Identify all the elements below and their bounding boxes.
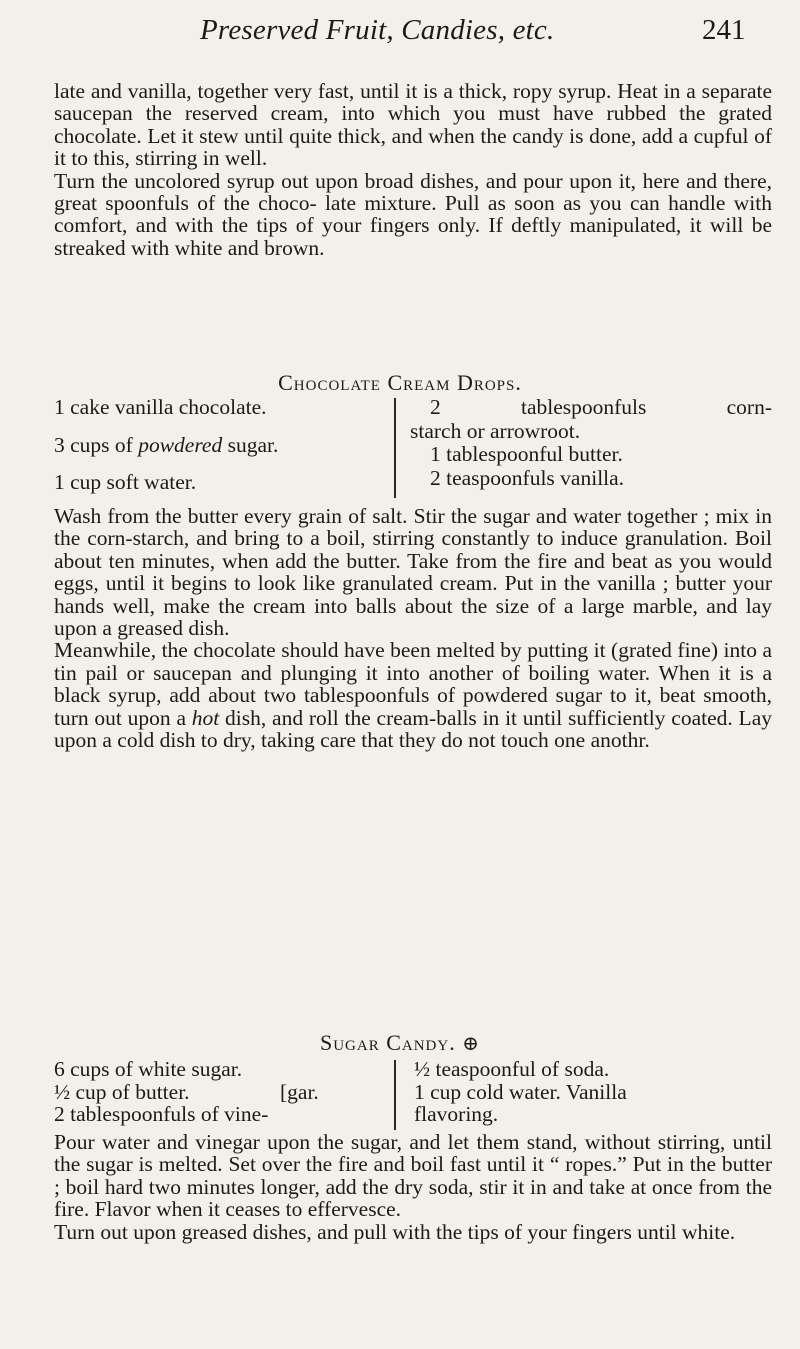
recipe-symbol-icon: ⊕ <box>462 1033 480 1055</box>
page-header <box>0 14 800 50</box>
ingredient-item: 1 tablespoonful butter. <box>430 442 623 466</box>
ingredient-item: flavoring. <box>414 1102 499 1126</box>
page-number: 241 <box>702 14 746 46</box>
recipe2-paragraph-1: Pour water and vinegar upon the sugar, and let them stand, without stirring, until the sugar is melted. Set over the fire and boil fast until it “ ropes.” Put in the butter ; boil hard two minutes longer, add the dry soda, stir it in and take at once from the fire. Flavor when it ceases to effervesce. <box>54 1130 772 1222</box>
ingredient-text: 3 cups of <box>54 432 139 457</box>
recipe2-directions <box>54 1131 772 1243</box>
intro-paragraph-2: Turn the uncolored syrup out upon broad dishes, and pour upon it, here and there, great spoonfuls of the choco- late mixture. Pull as soon as you can handle with comfort, and with the tips of your fingers only. If deftly manipulated, it will be streaked with white and brown. <box>54 168 772 260</box>
paragraph-text: dish, and roll the cream-balls in it until sufficiently coated. Lay upon a cold dish to dry, taking care that they do not touch one anothr. <box>54 705 772 753</box>
column-divider <box>394 1060 396 1130</box>
recipe-title-chocolate-cream-drops: Chocolate Cream Drops. <box>278 370 522 395</box>
ingredient-item: 2 tablespoonfuls corn- <box>430 395 772 419</box>
ingredient-text: sugar. <box>222 432 279 457</box>
ingredient-item: ½ teaspoonful of soda. <box>414 1057 610 1081</box>
ingredient-item: 2 tablespoonfuls of vine- <box>54 1102 269 1126</box>
recipe-title-sugar-candy <box>0 1030 800 1056</box>
recipe2-ingredients-left <box>54 1058 384 1126</box>
ingredient-italic-text: powdered <box>138 432 223 457</box>
ingredient-item <box>54 434 394 458</box>
ingredient-item: 6 cups of white sugar. <box>54 1057 243 1081</box>
ingredient-item: 1 cup cold water. Vanilla <box>414 1079 627 1104</box>
paragraph-text: Meanwhile, the chocolate should have been melted by putting it (grated fine) into a tin pail or saucepan and plunging it into another of boiling water. When it is a black syrup, add about two tablespoonfuls of powdered sugar to it, beat smooth, turn out upon a <box>54 638 772 730</box>
ingredient-item <box>54 1081 384 1104</box>
ingredient-item: starch or arrowroot. <box>410 418 581 443</box>
ingredient-item: 2 teaspoonfuls vanilla. <box>430 465 625 490</box>
column-divider <box>394 398 396 498</box>
recipe1-directions <box>54 505 772 751</box>
recipe-title-text: Sugar Candy. <box>319 1030 456 1055</box>
recipe1-ingredients-right <box>410 396 772 490</box>
ingredient-item: 1 cake vanilla chocolate. <box>54 395 267 419</box>
paragraph-italic-text: hot <box>191 705 220 730</box>
recipe1-paragraph-2 <box>54 639 772 751</box>
recipe2-ingredients-right <box>410 1058 772 1126</box>
running-title: Preserved Fruit, Candies, etc. <box>200 14 555 46</box>
intro-paragraph-1: late and vanilla, together very fast, until it is a thick, ropy syrup. Heat in a separate saucepan the reserved cream, into which you must have rubbed the grated chocolate. Let it stew until quite thick, and when the candy is done, add a cupful of it to this, stirring in well. <box>54 79 772 171</box>
recipe2-paragraph-2: Turn out upon greased dishes, and pull with the tips of your fingers until white. <box>54 1219 736 1244</box>
intro-text <box>54 80 772 259</box>
ingredient-text: ½ cup of butter. <box>54 1079 190 1104</box>
ingredient-text: [gar. <box>280 1079 319 1104</box>
recipe1-ingredients-left <box>54 396 394 495</box>
recipe1-paragraph-1: Wash from the butter every grain of salt. Stir the sugar and water together ; mix in the corn-starch, and bring to a boil, stirring constantly to induce granulation. Boil about ten minutes, when add the butter. Take from the fire and beat as you would eggs, until it begins to look like granulated cream. Put in the vanilla ; butter your hands well, make the cream into balls about the size of a large marble, and lay upon a greased dish. <box>54 504 772 641</box>
ingredient-item: 1 cup soft water. <box>54 470 197 494</box>
